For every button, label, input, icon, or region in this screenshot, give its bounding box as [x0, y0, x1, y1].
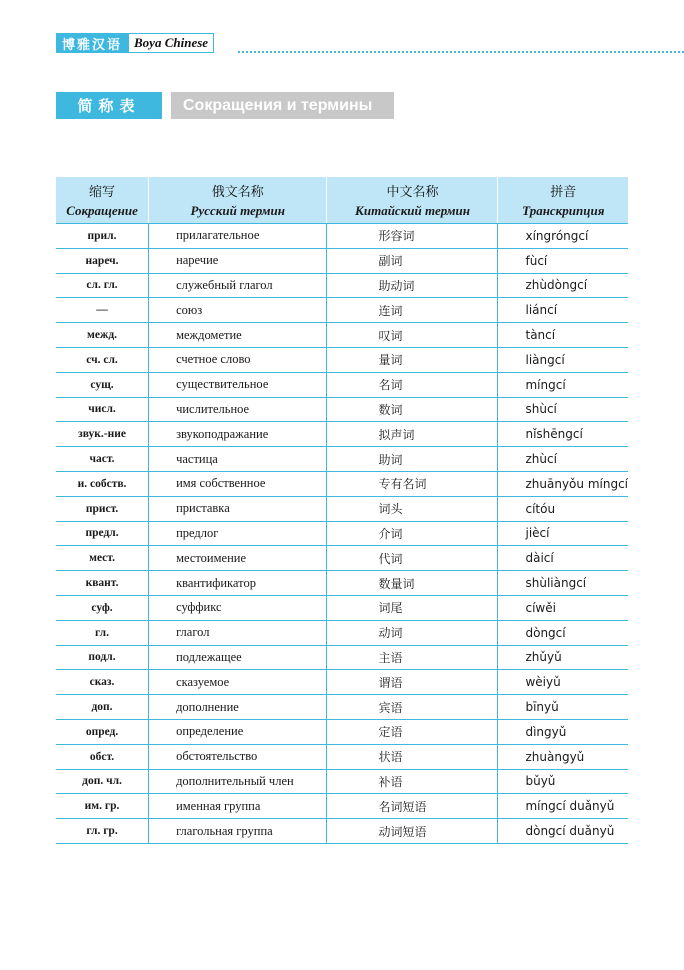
russian-term-cell: предлог — [149, 521, 327, 546]
abbreviation-cell: нареч. — [56, 248, 149, 273]
abbreviation-cell: сказ. — [56, 670, 149, 695]
russian-term-cell: сказуемое — [149, 670, 327, 695]
russian-term-cell: звукоподражание — [149, 422, 327, 447]
table-row — [56, 620, 628, 645]
table-row — [56, 819, 628, 844]
abbreviation-cell: квант. — [56, 571, 149, 596]
pinyin-cell: dìngyǔ — [498, 719, 628, 744]
pinyin-cell: zhùcí — [498, 447, 628, 472]
pinyin-cell: tàncí — [498, 323, 628, 348]
table-row — [56, 248, 628, 273]
table-row — [56, 422, 628, 447]
chinese-term-cell: 拟声词 — [327, 422, 498, 447]
abbreviation-cell: част. — [56, 447, 149, 472]
series-title-english: Boya Chinese — [128, 33, 214, 53]
abbreviation-cell: доп. — [56, 695, 149, 720]
chinese-term-cell: 叹词 — [327, 323, 498, 348]
chinese-term-cell: 词头 — [327, 496, 498, 521]
russian-term-cell: счетное слово — [149, 347, 327, 372]
column-header-cn: 缩写 — [89, 185, 116, 200]
table-row — [56, 695, 628, 720]
russian-term-cell: числительное — [149, 397, 327, 422]
russian-term-cell: дополнение — [149, 695, 327, 720]
pinyin-cell: zhuàngyǔ — [498, 744, 628, 769]
column-header-russian-term — [149, 177, 327, 224]
pinyin-cell: míngcí — [498, 372, 628, 397]
chinese-term-cell: 谓语 — [327, 670, 498, 695]
table-row — [56, 546, 628, 571]
russian-term-cell: определение — [149, 719, 327, 744]
table-row — [56, 769, 628, 794]
pinyin-cell: shùliàngcí — [498, 571, 628, 596]
chinese-term-cell: 动词 — [327, 620, 498, 645]
russian-term-cell: именная группа — [149, 794, 327, 819]
section-heading — [56, 92, 394, 119]
chinese-term-cell: 词尾 — [327, 595, 498, 620]
abbreviation-cell: подл. — [56, 645, 149, 670]
chinese-term-cell: 名词短语 — [327, 794, 498, 819]
chinese-term-cell: 名词 — [327, 372, 498, 397]
section-title-chinese: 简称表 — [56, 92, 162, 119]
abbreviation-cell: прил. — [56, 224, 149, 249]
abbreviation-cell: сл. гл. — [56, 273, 149, 298]
chinese-term-cell: 主语 — [327, 645, 498, 670]
abbreviation-cell: числ. — [56, 397, 149, 422]
chinese-term-cell: 补语 — [327, 769, 498, 794]
pinyin-cell: zhuānyǒu míngcí — [498, 471, 628, 496]
column-header-ru: Транскрипция — [522, 203, 605, 218]
chinese-term-cell: 数词 — [327, 397, 498, 422]
column-header-abbreviation — [56, 177, 149, 224]
abbreviation-cell: сущ. — [56, 372, 149, 397]
russian-term-cell: прилагательное — [149, 224, 327, 249]
header-dotted-rule — [238, 51, 684, 53]
abbreviation-cell: прист. — [56, 496, 149, 521]
abbreviation-cell: доп. чл. — [56, 769, 149, 794]
abbreviation-cell: звук.-ние — [56, 422, 149, 447]
pinyin-cell: bīnyǔ — [498, 695, 628, 720]
russian-term-cell: квантификатор — [149, 571, 327, 596]
chinese-term-cell: 连词 — [327, 298, 498, 323]
table-row — [56, 595, 628, 620]
chinese-term-cell: 副词 — [327, 248, 498, 273]
abbreviation-cell: сч. сл. — [56, 347, 149, 372]
chinese-term-cell: 数量词 — [327, 571, 498, 596]
chinese-term-cell: 定语 — [327, 719, 498, 744]
table-row — [56, 273, 628, 298]
column-header-pinyin — [498, 177, 628, 224]
pinyin-cell: cíwěi — [498, 595, 628, 620]
abbreviation-cell: обст. — [56, 744, 149, 769]
running-header — [56, 33, 214, 53]
section-title-russian: Сокращения и термины — [171, 92, 394, 119]
series-title-chinese: 博雅汉语 — [56, 33, 128, 53]
column-header-ru: Русский термин — [190, 203, 285, 218]
russian-term-cell: глагольная группа — [149, 819, 327, 844]
pinyin-cell: dòngcí — [498, 620, 628, 645]
table-row — [56, 719, 628, 744]
table-row — [56, 471, 628, 496]
chinese-term-cell: 代词 — [327, 546, 498, 571]
abbreviation-cell: и. собств. — [56, 471, 149, 496]
pinyin-cell: fùcí — [498, 248, 628, 273]
abbreviation-cell: мест. — [56, 546, 149, 571]
abbreviation-cell: опред. — [56, 719, 149, 744]
table-row — [56, 645, 628, 670]
table-row — [56, 496, 628, 521]
chinese-term-cell: 量词 — [327, 347, 498, 372]
russian-term-cell: служебный глагол — [149, 273, 327, 298]
column-header-cn: 俄文名称 — [211, 185, 264, 200]
table-row — [56, 224, 628, 249]
table-row — [56, 372, 628, 397]
pinyin-cell: wèiyǔ — [498, 670, 628, 695]
column-header-ru: Сокращение — [66, 203, 138, 218]
abbreviation-cell: межд. — [56, 323, 149, 348]
abbreviation-cell: гл. гр. — [56, 819, 149, 844]
table-row — [56, 347, 628, 372]
russian-term-cell: приставка — [149, 496, 327, 521]
pinyin-cell: dàicí — [498, 546, 628, 571]
column-header-chinese-term — [327, 177, 498, 224]
table-row — [56, 794, 628, 819]
abbreviation-cell: гл. — [56, 620, 149, 645]
pinyin-cell: jiècí — [498, 521, 628, 546]
table-row — [56, 397, 628, 422]
pinyin-cell: xíngróngcí — [498, 224, 628, 249]
pinyin-cell: zhǔyǔ — [498, 645, 628, 670]
table-row — [56, 571, 628, 596]
pinyin-cell: shùcí — [498, 397, 628, 422]
russian-term-cell: дополнительный член — [149, 769, 327, 794]
abbreviation-cell: предл. — [56, 521, 149, 546]
table-row — [56, 744, 628, 769]
russian-term-cell: частица — [149, 447, 327, 472]
russian-term-cell: местоимение — [149, 546, 327, 571]
column-header-ru: Китайский термин — [355, 203, 470, 218]
abbreviations-table — [56, 177, 628, 844]
pinyin-cell: míngcí duǎnyǔ — [498, 794, 628, 819]
russian-term-cell: имя собственное — [149, 471, 327, 496]
pinyin-cell: nǐshēngcí — [498, 422, 628, 447]
russian-term-cell: существительное — [149, 372, 327, 397]
table-row — [56, 298, 628, 323]
table-row — [56, 447, 628, 472]
chinese-term-cell: 宾语 — [327, 695, 498, 720]
russian-term-cell: глагол — [149, 620, 327, 645]
pinyin-cell: zhùdòngcí — [498, 273, 628, 298]
column-header-cn: 中文名称 — [386, 185, 439, 200]
chinese-term-cell: 状语 — [327, 744, 498, 769]
table-row — [56, 323, 628, 348]
table-row — [56, 670, 628, 695]
chinese-term-cell: 助动词 — [327, 273, 498, 298]
chinese-term-cell: 助词 — [327, 447, 498, 472]
russian-term-cell: наречие — [149, 248, 327, 273]
pinyin-cell: liáncí — [498, 298, 628, 323]
pinyin-cell: liàngcí — [498, 347, 628, 372]
chinese-term-cell: 动词短语 — [327, 819, 498, 844]
chinese-term-cell: 介词 — [327, 521, 498, 546]
russian-term-cell: междометие — [149, 323, 327, 348]
table-header-row — [56, 177, 628, 224]
abbreviation-cell: — — [56, 298, 149, 323]
pinyin-cell: dòngcí duǎnyǔ — [498, 819, 628, 844]
chinese-term-cell: 形容词 — [327, 224, 498, 249]
russian-term-cell: союз — [149, 298, 327, 323]
pinyin-cell: cítóu — [498, 496, 628, 521]
russian-term-cell: суффикс — [149, 595, 327, 620]
abbreviation-cell: суф. — [56, 595, 149, 620]
russian-term-cell: обстоятельство — [149, 744, 327, 769]
abbreviation-cell: им. гр. — [56, 794, 149, 819]
table-row — [56, 521, 628, 546]
column-header-cn: 拼音 — [550, 185, 577, 200]
pinyin-cell: bǔyǔ — [498, 769, 628, 794]
russian-term-cell: подлежащее — [149, 645, 327, 670]
chinese-term-cell: 专有名词 — [327, 471, 498, 496]
